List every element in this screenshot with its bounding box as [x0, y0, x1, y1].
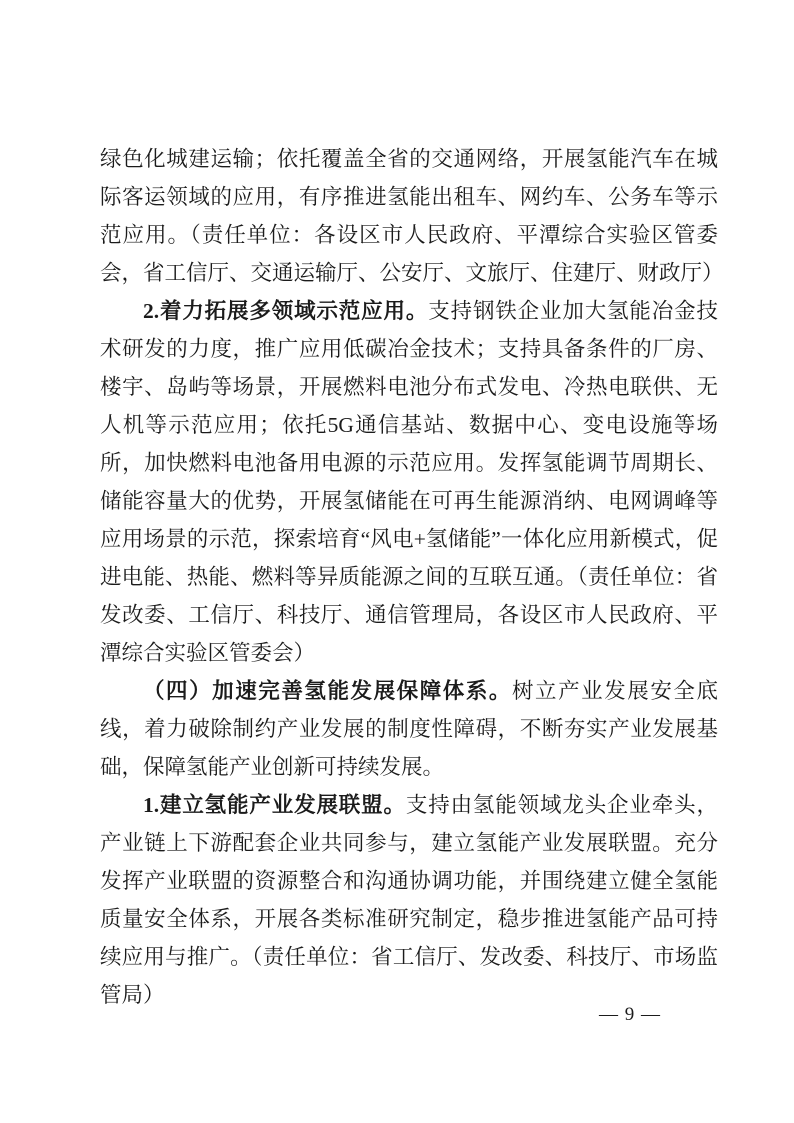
paragraph-heading-run: 2.着力拓展多领域示范应用。 — [143, 299, 429, 323]
paragraph — [100, 672, 718, 786]
paragraph — [100, 786, 718, 1014]
paragraph — [100, 140, 724, 292]
document-body — [100, 140, 724, 1014]
paragraph — [100, 292, 718, 672]
paragraph-heading-run: （四）加速完善氢能发展保障体系。 — [143, 679, 512, 703]
paragraph-text-run: 树立产业发展安全底线，着力破除制约产业发展的制度性障碍，不断夯实产业发展基础，保障氢能产业创新可持续发展。 — [100, 679, 718, 779]
paragraph-heading-run: 1.建立氢能产业发展联盟。 — [143, 793, 406, 817]
paragraph-text-run: 支持由氢能领域龙头企业牵头，产业链上下游配套企业共同参与，建立氢能产业发展联盟。充分发挥产业联盟的资源整合和沟通协调功能，并围绕建立健全氢能质量安全体系，开展各类标准研究制定，稳步推进氢能产品可持续应用与推广。（责任单位：省工信厅、发改委、科技厅、市场监管局） — [100, 793, 718, 1007]
paragraph-text-run: 支持钢铁企业加大氢能冶金技术研发的力度，推广应用低碳冶金技术；支持具备条件的厂房、楼宇、岛屿等场景，开展燃料电池分布式发电、冷热电联供、无人机等示范应用；依托5G通信基站、数据中心、变电设施等场所，加快燃料电池备用电源的示范应用。发挥氢能调节周期长、储能容量大的优势，开展氢储能在可再生能源消纳、电网调峰等应用场景的示范，探索培育“风电+氢储能”一体化应用新模式，促进电能、热能、燃料等异质能源之间的互联互通。（责任单位：省发改委、工信厅、科技厅、通信管理局，各设区市人民政府、平潭综合实验区管委会） — [100, 299, 718, 665]
page-number: — 9 — — [599, 1004, 661, 1025]
paragraph-text-run: 绿色化城建运输；依托覆盖全省的交通网络，开展氢能汽车在城际客运领域的应用，有序推进氢能出租车、网约车、公务车等示范应用。（责任单位：各设区市人民政府、平潭综合实验区管委会，省工信厅、交通运输厅、公安厅、文旅厅、住建厅、财政厅） — [100, 147, 724, 285]
